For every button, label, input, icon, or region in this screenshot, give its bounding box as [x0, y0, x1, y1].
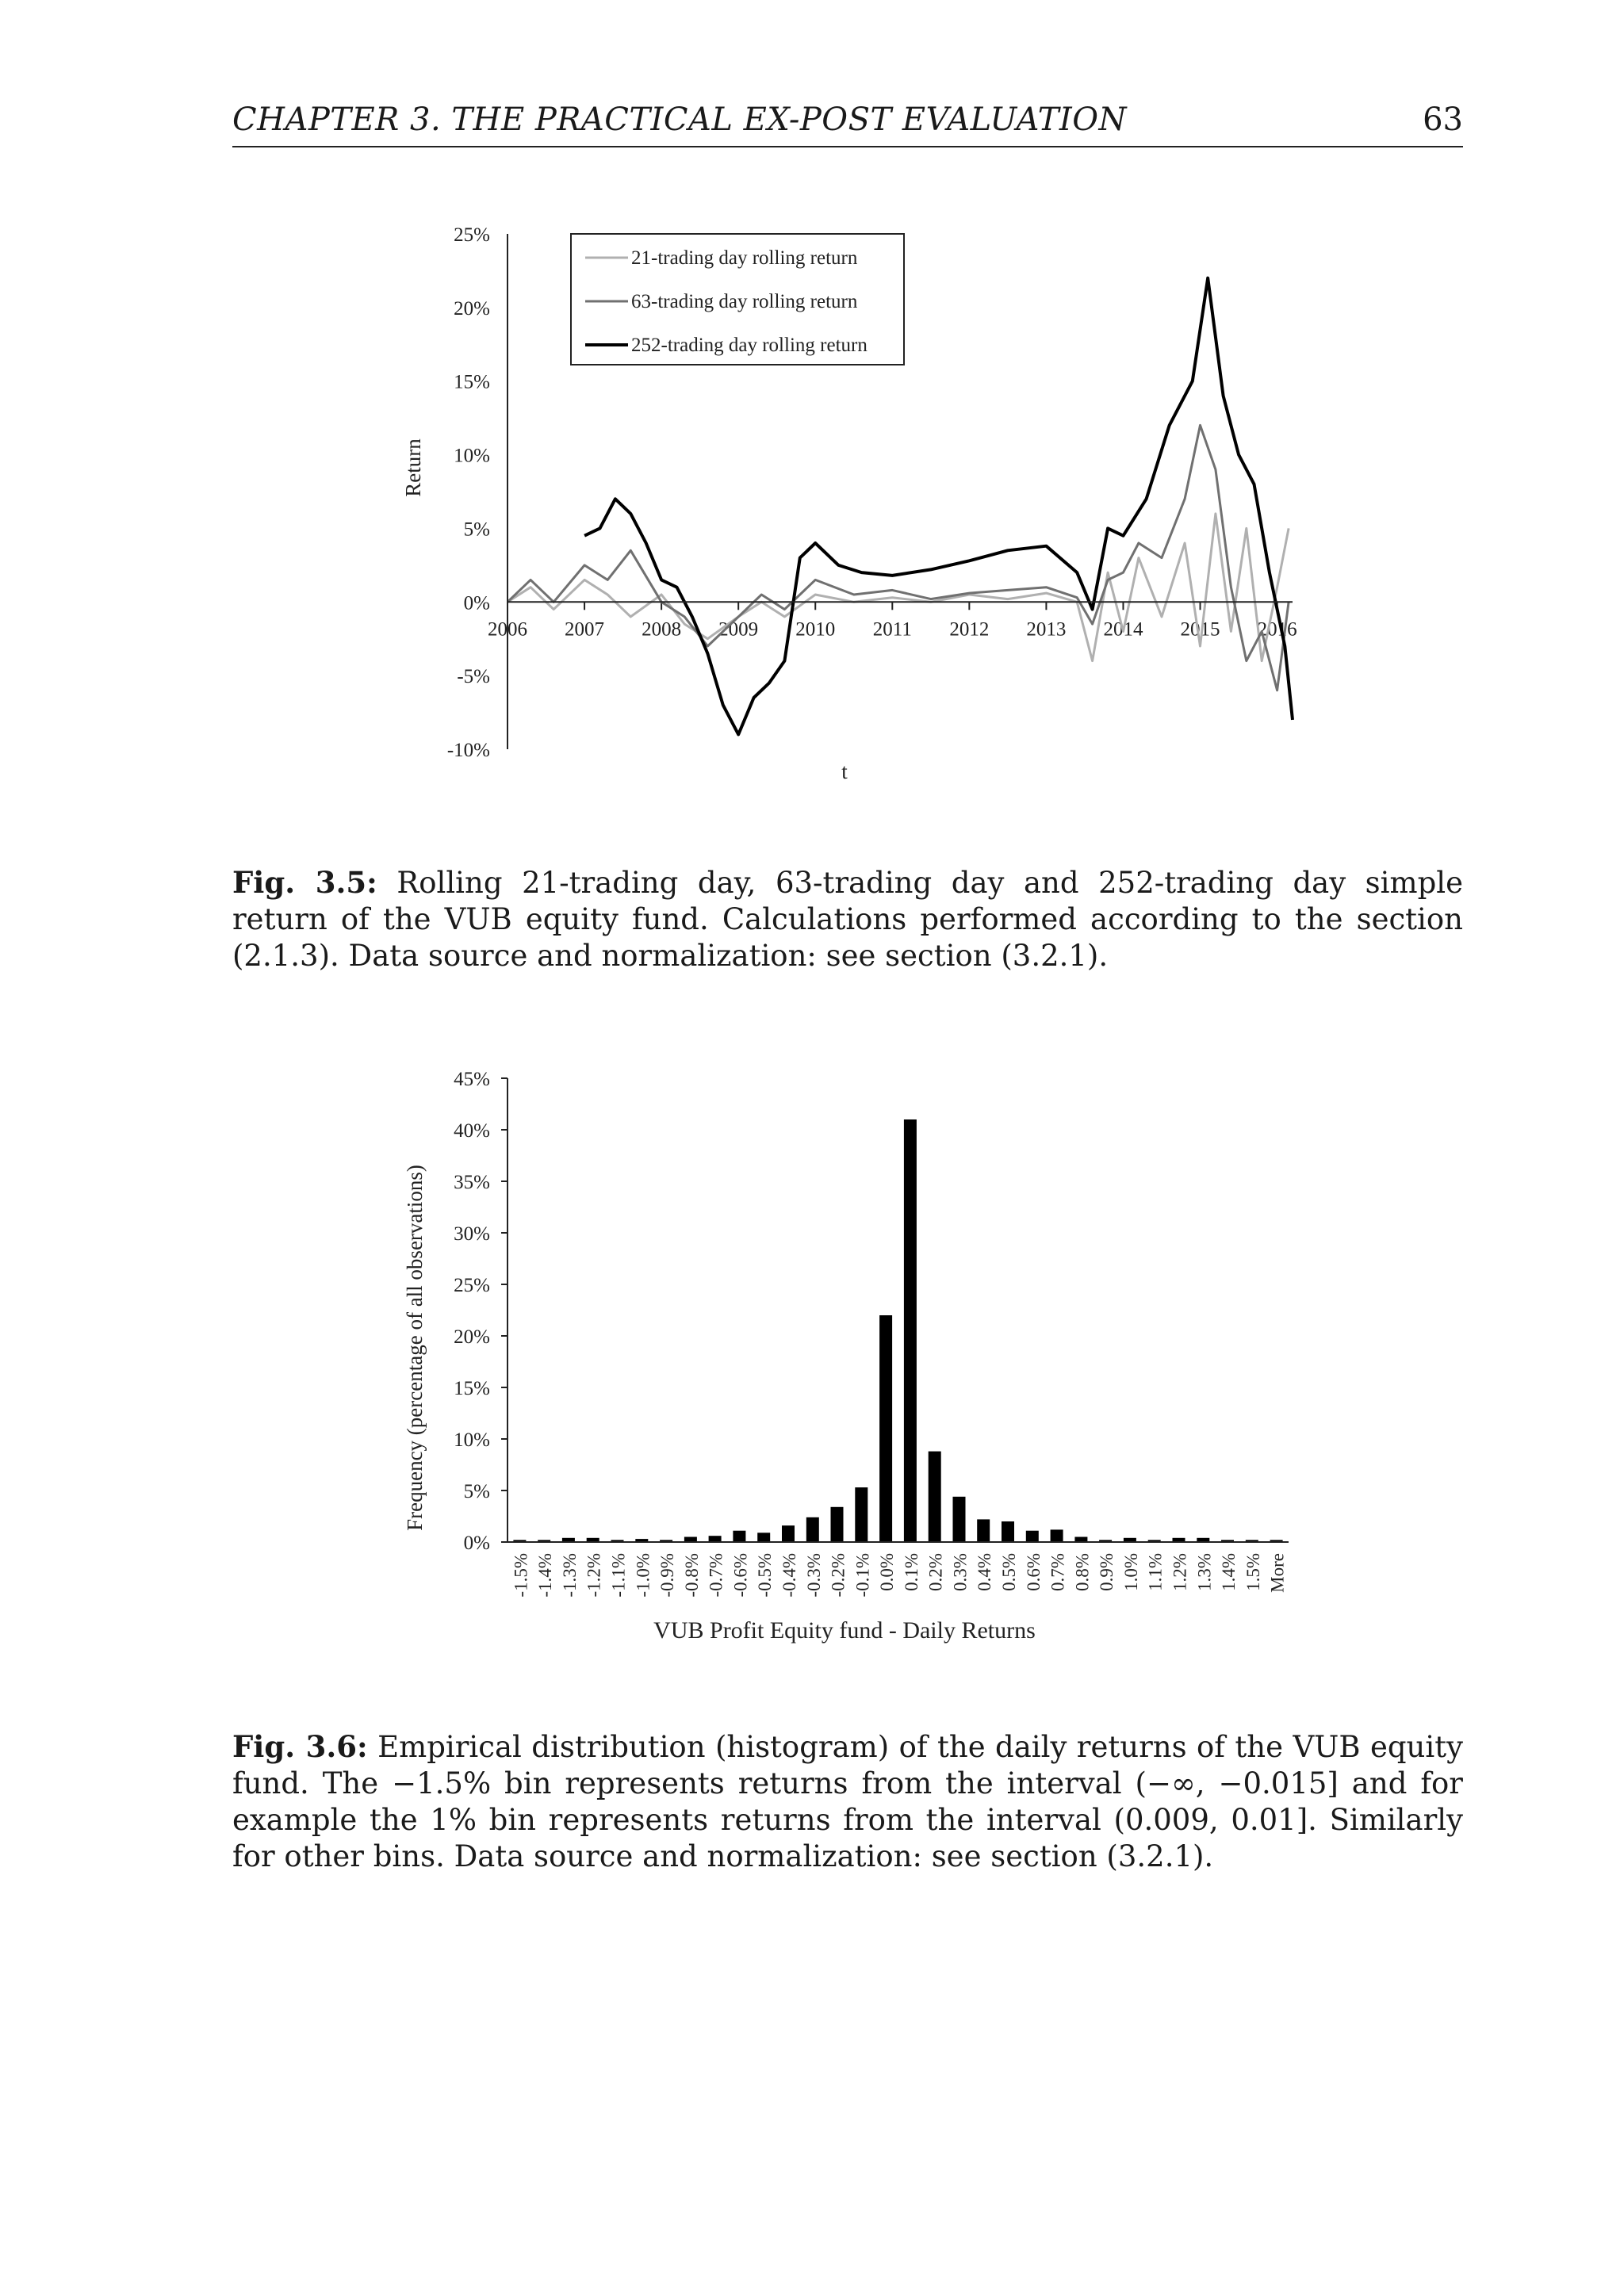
x-tick-label: -0.6%: [730, 1552, 751, 1598]
x-tick-label: 2015: [1180, 618, 1220, 641]
x-tick-label: 0.1%: [901, 1553, 921, 1591]
x-tick-label: 0.4%: [975, 1552, 995, 1591]
x-tick-label: 0.3%: [950, 1553, 971, 1591]
y-tick-label: 25%: [454, 1275, 490, 1296]
histogram-bar: [733, 1531, 745, 1542]
x-tick-label: 1.1%: [1145, 1552, 1166, 1591]
x-tick-label: 2011: [872, 618, 912, 641]
histogram-bar: [1026, 1531, 1039, 1542]
x-tick-label: 0.9%: [1097, 1552, 1117, 1591]
x-tick-label: 1.4%: [1219, 1552, 1239, 1591]
figure-3-6-caption: [232, 1728, 1463, 1875]
x-tick-label: 1.0%: [1120, 1552, 1141, 1591]
x-tick-label: -0.5%: [755, 1552, 776, 1598]
x-tick-label: -1.4%: [535, 1553, 556, 1598]
y-axis-title: Return: [401, 438, 425, 497]
daily-returns-histogram: [381, 1054, 1316, 1665]
x-tick-label: 2016: [1257, 618, 1297, 641]
x-tick-label: 2014: [1103, 618, 1143, 641]
x-tick-label: -1.2%: [584, 1552, 604, 1598]
x-tick-label: -0.2%: [828, 1552, 848, 1598]
rolling-return-line-chart: [381, 214, 1316, 801]
histogram-bar: [879, 1315, 892, 1542]
x-tick-label: 0.7%: [1048, 1553, 1068, 1591]
y-tick-label: 5%: [463, 519, 490, 541]
y-axis-title: Frequency (percentage of all observations): [403, 1165, 427, 1531]
page-number: 63: [1423, 101, 1463, 138]
x-tick-label: 1.3%: [1194, 1553, 1215, 1591]
series-line-63-day: [508, 425, 1289, 690]
x-tick-label: 2008: [642, 618, 682, 641]
x-tick-label: 0.2%: [925, 1553, 946, 1591]
x-tick-label: 2009: [718, 618, 759, 641]
figure-label: Fig. 3.5:: [232, 865, 377, 900]
caption-text: Rolling 21-trading day, 63-trading day and 252-trading day simple return of the VUB equity fund. Calculations performed according to the section (2.1.3). Data source and normalization: see section (3.2.1).: [232, 866, 1463, 973]
y-tick-label: 20%: [454, 297, 490, 320]
caption-text: Empirical distribution (histogram) of the daily returns of the VUB equity fund. The −1.5% bin represents returns from the interval (−∞, −0.015] and for example the 1% bin represents returns from the interval (0.009, 0.01]. Similarly for other bins. Data source and normalization: see section (3.2.1).: [232, 1730, 1463, 1873]
legend-entry: 252-trading day rolling return: [631, 335, 868, 356]
x-tick-label: 2012: [949, 618, 990, 641]
page-header: [232, 101, 1463, 147]
x-tick-label: 0.5%: [999, 1552, 1019, 1591]
x-tick-label: -0.8%: [681, 1553, 702, 1598]
legend-entry: 21-trading day rolling return: [631, 247, 858, 269]
x-tick-label: -1.1%: [608, 1552, 629, 1598]
legend-entry: 63-trading day rolling return: [631, 291, 858, 312]
histogram-bar: [977, 1519, 990, 1542]
histogram-bar: [929, 1452, 941, 1542]
histogram-bar: [709, 1536, 722, 1542]
x-tick-label: -0.4%: [779, 1553, 799, 1598]
x-tick-label: 2007: [565, 618, 605, 641]
y-tick-label: 20%: [454, 1326, 490, 1348]
x-tick-label: 0.8%: [1072, 1553, 1093, 1591]
y-tick-label: 35%: [454, 1172, 490, 1193]
histogram-bar: [904, 1119, 917, 1542]
y-tick-label: 10%: [454, 1429, 490, 1451]
y-tick-label: -5%: [457, 666, 490, 688]
x-tick-label: 2006: [488, 618, 527, 641]
histogram-bar: [782, 1525, 795, 1542]
histogram-bar: [806, 1517, 819, 1542]
chart-legend: [571, 234, 904, 365]
x-tick-label: -1.5%: [511, 1553, 531, 1598]
histogram-bar: [1051, 1529, 1063, 1542]
x-tick-label: 1.5%: [1243, 1552, 1263, 1591]
histogram-bar: [757, 1533, 770, 1542]
histogram-bar: [831, 1507, 844, 1542]
y-tick-label: 15%: [454, 371, 490, 393]
figure-label: Fig. 3.6:: [232, 1729, 368, 1764]
y-tick-label: 45%: [454, 1069, 490, 1090]
y-tick-label: 30%: [454, 1223, 490, 1245]
y-tick-label: 10%: [454, 445, 490, 467]
x-tick-label: 2010: [795, 618, 836, 641]
y-tick-label: 25%: [454, 224, 490, 246]
y-tick-label: 5%: [463, 1481, 490, 1502]
x-tick-label: 1.2%: [1170, 1553, 1190, 1591]
x-tick-label: -0.3%: [803, 1553, 824, 1598]
x-axis-title: VUB Profit Equity fund - Daily Returns: [653, 1617, 1036, 1644]
y-tick-label: 40%: [454, 1120, 490, 1142]
histogram-bar: [1002, 1521, 1014, 1542]
histogram-bar: [855, 1487, 868, 1542]
x-tick-label: 2013: [1026, 618, 1067, 641]
x-tick-label: -0.7%: [706, 1552, 726, 1598]
y-tick-label: 0%: [463, 592, 490, 614]
figure-3-5-caption: [232, 864, 1463, 974]
x-tick-label: -0.9%: [657, 1553, 678, 1598]
x-tick-label: -1.3%: [560, 1553, 580, 1598]
x-axis-title: t: [841, 760, 848, 783]
y-tick-label: -10%: [446, 740, 490, 761]
x-tick-label: 0.6%: [1023, 1553, 1044, 1591]
y-tick-label: 0%: [463, 1533, 490, 1554]
histogram-bar: [953, 1497, 966, 1542]
x-tick-label: -1.0%: [633, 1553, 653, 1598]
chapter-title: CHAPTER 3. THE PRACTICAL EX-POST EVALUATION: [232, 101, 1127, 138]
x-tick-label: -0.1%: [852, 1552, 873, 1598]
x-tick-label: More: [1267, 1552, 1288, 1593]
x-tick-label: 0.0%: [877, 1552, 898, 1591]
y-tick-label: 15%: [454, 1378, 490, 1399]
